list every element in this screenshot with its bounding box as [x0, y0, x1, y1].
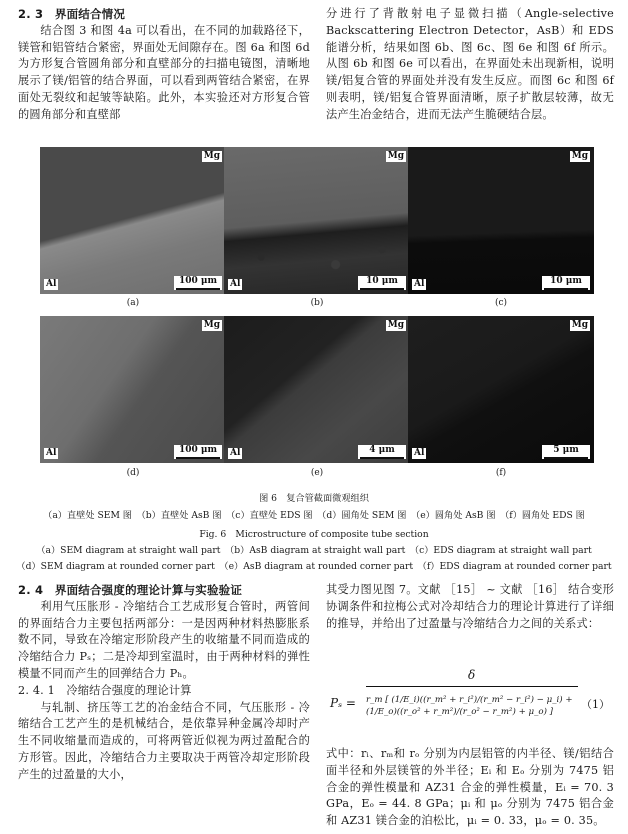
paragraph-bonding-force: 利用气压胀形 - 冷缩结合工艺成形复合管时，两管间的界面结合力主要包括两部分：一是因两种材料热膨胀系数不同，导致在冷缩定形阶段产生的收缩量不同而造成的冷缩结合力 Pₛ；二是冷却到室温时，由于两种材料的弹性模量不同而产生的回弹结合力 Pₕ。: [18, 599, 310, 680]
right-column-top: [326, 6, 614, 124]
figure-caption-en-title: Fig. 6 Microstructure of composite tube section: [199, 529, 429, 540]
label-mg: Mg: [203, 151, 220, 161]
figure-caption-cn-items: （a）直壁处 SEM 图 （b）直壁处 AsB 图 （c）直壁处 EDS 图 （d）圆角处 SEM 图 （e）圆角处 AsB 图 （f）圆角处 EDS 图: [43, 510, 585, 521]
panel-f-eds-image: [408, 316, 594, 463]
equation-lhs: Pₛ =: [330, 696, 356, 710]
paragraph-interface-right: 分进行了背散射电子显微扫描（Angle-selective Backscattering Electron Detector，AsB）和 EDS 能谱分析，结果如图 6b、图 6c、图 6e 和图 6f 所示。从图 6b 和图 6e 可以看出，在界面处未出现新相，说明镁/铝复合管的界面处并没有发生反应。而图 6c 和图 6f 则表明，镁/铝复合管界面清晰，原子扩散层较薄，故无法产生冶金结合，进而无法产生脆硬结合层。: [326, 7, 614, 121]
paragraph-interface-left: 结合图 3 和图 4a 可以看出，在不同的加载路径下，镁管和铝管结合紧密，界面处无间隙存在。图 6a 和图 6d 为方形复合管圆角部分和直壁部分的扫描电镜图，清晰地展示了镁/铝管的结合界面，可以看到两管结合紧密，在界面处无裂纹和起皱等缺陷。此外，本实验还对方形复合管的圆角部分和直壁部: [18, 23, 310, 121]
panel-c-label: (c): [494, 298, 508, 308]
section-heading-2-3: 2. 3 界面结合情况: [18, 7, 126, 21]
scale-text: 4 μm: [369, 445, 395, 455]
label-al: Al: [46, 279, 57, 289]
scale-bar: [358, 276, 406, 290]
equation-denominator: r_m [ (1/E_i)((r_m² + r_i²)/(r_m² − r_i²) − μ_i) + (1/E_o)((r_o² + r_m²)/(r_o² − r_m²) + μ_o) ]: [366, 695, 573, 717]
label-al: Al: [414, 448, 425, 458]
scale-text: 100 μm: [178, 276, 218, 286]
label-mg: Mg: [571, 320, 588, 330]
label-mg: Mg: [387, 320, 404, 330]
panel-e-asb-image: [224, 316, 410, 463]
paragraph-lame-formula: 其受力图见图 7。文献 ［15］ ~ 文献 ［16］ 结合变形协调条件和拉梅公式对冷却结合力的理论计算进行了详细的推导，并给出了过盈量与冷缩结合力之间的关系式：: [326, 583, 614, 630]
scale-bar: [174, 445, 222, 459]
paragraph-shrink-bonding: 与轧制、挤压等工艺的冶金结合不同，气压胀形 - 冷缩结合工艺产生的是机械结合，是依靠异种金属冷却时产生不同收缩量而造成的，可将两管近似视为两过盈配合的方形管。因此，冷缩结合力主要取决于两管冷却定形阶段产生的过盈量的大小，: [18, 700, 310, 781]
equation-number: （1）: [581, 698, 610, 711]
right-column-where: [326, 746, 614, 830]
scale-bar: [174, 276, 222, 290]
panel-c-eds-image: [408, 147, 594, 294]
section-heading-2-4: 2. 4 界面结合强度的理论计算与实验验证: [18, 583, 243, 597]
panel-e-label: (e): [310, 468, 324, 478]
paragraph-symbols: 式中：rᵢ、rₘ和 rₒ 分别为内层铝管的内半径、镁/铝结合面半径和外层镁管的外半径；Eᵢ 和 Eₒ 分别为 7475 铝合金的弹性模量和 AZ31 合金的弹性模量，Eᵢ = 70. 3 GPa，Eₒ = 44. 8 GPa；μᵢ 和 μₒ 分别为 7475 铝合金和 AZ31 镁合金的泊松比，μᵢ = 0. 33，μₒ = 0. 35。: [326, 747, 614, 828]
scale-text: 100 μm: [178, 445, 218, 455]
left-column-top: [18, 6, 310, 124]
label-mg: Mg: [203, 320, 220, 330]
label-mg: Mg: [571, 151, 588, 161]
scale-bar: [358, 445, 406, 459]
equation-numerator: δ: [468, 668, 476, 682]
scale-text: 5 μm: [553, 445, 579, 455]
label-al: Al: [414, 279, 425, 289]
scale-text: 10 μm: [366, 276, 398, 286]
fraction-bar: [366, 686, 578, 687]
panel-d-label: (d): [126, 468, 140, 478]
panel-d-sem-image: [40, 316, 226, 463]
label-mg: Mg: [387, 151, 404, 161]
equation-1: [326, 660, 614, 744]
panel-a-label: (a): [126, 298, 140, 308]
label-al: Al: [46, 448, 57, 458]
figure-caption-en-line2: （d）SEM diagram at rounded corner part （e）AsB diagram at rounded corner part （f）EDS diagram at rounded corner part: [16, 561, 612, 572]
panel-b-label: (b): [310, 298, 324, 308]
label-al: Al: [230, 279, 241, 289]
scale-bar: [542, 276, 590, 290]
label-al: Al: [230, 448, 241, 458]
panel-a-sem-image: [40, 147, 226, 294]
figure-caption-cn-title: 图 6 复合管截面微观组织: [259, 493, 369, 504]
figure-caption-en-line1: （a）SEM diagram at straight wall part （b）AsB diagram at straight wall part （c）EDS diagram at straight wall part: [36, 545, 592, 556]
subsection-heading-2-4-1: 2. 4. 1 冷缩结合强度的理论计算: [18, 683, 192, 697]
panel-f-label: (f): [495, 468, 507, 478]
scale-bar: [542, 445, 590, 459]
left-column-bottom: [18, 582, 310, 784]
panel-b-asb-image: [224, 147, 410, 294]
right-column-bottom: [326, 582, 614, 632]
scale-text: 10 μm: [550, 276, 582, 286]
